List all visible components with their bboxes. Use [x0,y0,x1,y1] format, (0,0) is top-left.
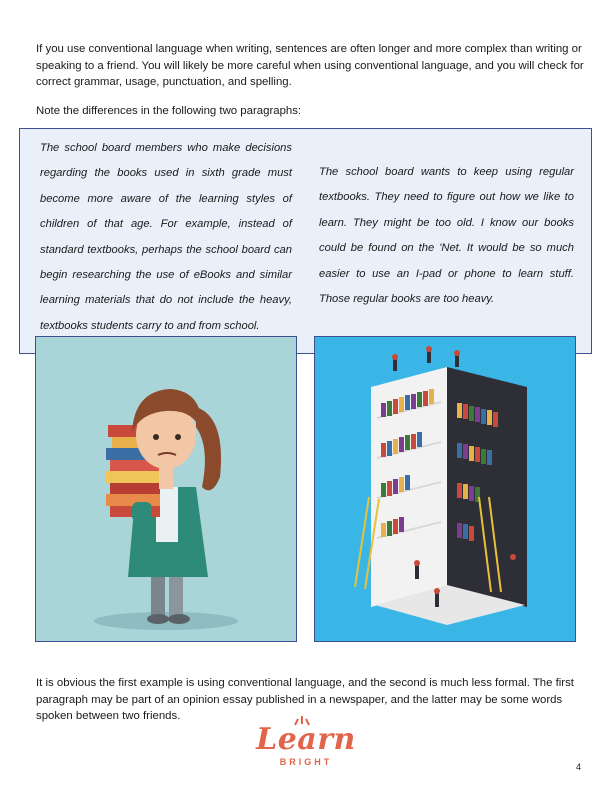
note-line: Note the differences in the following two paragraphs: [36,105,302,117]
informal-example: The school board wants to keep using regular textbooks. They need to figure out how we like to learn. They might be too old. I know our books could be found on the 'Net. It would be so much easier to use an I-pad or phone to learn stuff. Those regular books are too heavy. [319,166,574,306]
intro-paragraph: If you use conventional language when writing, sentences are often longer and more complex than writing or speaking to a friend. You will likely be more careful when using conventional language, and you will check for correct grammar, usage, punctuation, and spelling. [36,43,584,88]
learn-bright-logo [236,723,376,783]
conclusion-paragraph: It is obvious the first example is using conventional language, and the second is much less formal. The first paragraph may be part of an opinion essay published in a newspaper, and the latter may be some words spoken between two friends. [36,677,574,722]
girl-with-books-illustration [35,336,297,642]
logo-subtitle: BRIGHT [279,757,333,767]
page-number: 4 [576,762,582,772]
sparkle-icon [292,715,312,727]
formal-example: The school board members who make decisions regarding the books used in sixth grade must become more aware of the learning styles of children of that age. For example, instead of standard textbooks, perhaps the school board can begin researching the use of eBooks and similar learning materials that do not include the heavy, textbooks students carry to and from school. [40,142,292,332]
digital-library-illustration [314,336,576,642]
logo-word: Learn [256,722,356,757]
